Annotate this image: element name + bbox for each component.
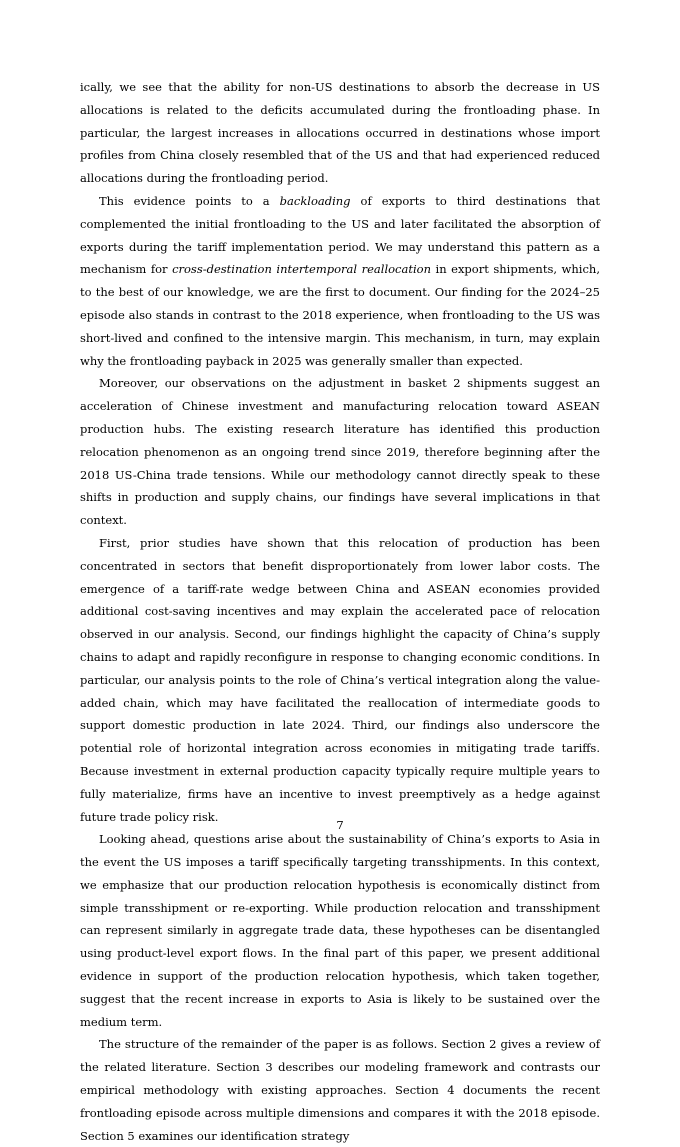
paragraph-2-text-b: of exports to third destinations that complemented the initial frontloading to the US and later facilitated the absorption of exports during the tariff implementation period. We may understand this pattern as a mechanism for bbox=[80, 193, 600, 277]
paragraph-5 bbox=[80, 828, 600, 1033]
paragraph-2-text-a: This evidence points to a bbox=[99, 193, 280, 208]
paragraph-1 bbox=[80, 76, 600, 190]
paragraph-6 bbox=[80, 1033, 600, 1147]
paragraph-4 bbox=[80, 532, 600, 828]
paragraph-5-text: Looking ahead, questions arise about the sustainability of China’s exports to Asia in the event the US imposes a tariff specifically targeting transshipments. In this context, we emphasize that our production relocation hypothesis is economically distinct from simple transshipment or re-exporting. While production relocation and transshipment can represent similarly in aggregate trade data, these hypotheses can be disentangled using product-level export flows. In the final part of this paper, we present additional evidence in support of the production relocation hypothesis, which taken together, suggest that the recent increase in exports to Asia is likely to be sustained over the medium term. bbox=[80, 832, 600, 1029]
paragraph-6-text: The structure of the remainder of the paper is as follows. Section 2 gives a review of the related literature. Section 3 describes our modeling framework and contrasts our empirical methodology with existing approaches. Section 4 documents the recent frontloading episode across multiple dimensions and compares it with the 2018 episode. Section 5 examines our identification strategy bbox=[80, 1037, 600, 1143]
paragraph-2 bbox=[80, 190, 600, 372]
paragraph-1-text: ically, we see that the ability for non-US destinations to absorb the decrease in US allocations is related to the deficits accumulated during the frontloading phase. In particular, the largest increases in allocations occurred in destinations whose import profiles from China closely resembled that of the US and that had experienced reduced allocations during the frontloading period. bbox=[80, 80, 600, 186]
body-text bbox=[80, 76, 600, 1147]
term-backloading: backloading bbox=[279, 193, 351, 208]
paragraph-2-text-c: in export shipments, which, to the best of our knowledge, we are the first to document. Our finding for the 2024–25 episode also stands in contrast to the 2018 experience, when frontloading to the US was short-lived and confined to the intensive margin. This mechanism, in turn, may explain why the frontloading payback in 2025 was generally smaller than expected. bbox=[80, 262, 600, 368]
paragraph-3-text: Moreover, our observations on the adjustment in basket 2 shipments suggest an acceleration of Chinese investment and manufacturing relocation toward ASEAN production hubs. The existing research literature has identified this production relocation phenomenon as an ongoing trend since 2019, therefore beginning after the 2018 US-China trade tensions. While our methodology cannot directly speak to these shifts in production and supply chains, our findings have several implications in that context. bbox=[80, 376, 600, 528]
paragraph-4-text: First, prior studies have shown that this relocation of production has been concentrated in sectors that benefit disproportionately from lower labor costs. The emergence of a tariff-rate wedge between China and ASEAN economies provided additional cost-saving incentives and may explain the accelerated pace of relocation observed in our analysis. Second, our findings highlight the capacity of China’s supply chains to adapt and rapidly reconfigure in response to changing economic conditions. In particular, our analysis points to the role of China’s vertical integration along the value-added chain, which may have facilitated the reallocation of intermediate goods to support domestic production in late 2024. Third, our findings also underscore the potential role of horizontal integration across economies in mitigating trade tariffs. Because investment in external production capacity typically require multiple years to fully materialize, firms have an incentive to invest preemptively as a hedge against future trade policy risk. bbox=[80, 535, 600, 824]
page-number: 7 bbox=[336, 818, 344, 832]
term-cross-destination-reallocation: cross-destination intertemporal reallocation bbox=[172, 262, 431, 277]
paragraph-3 bbox=[80, 372, 600, 532]
